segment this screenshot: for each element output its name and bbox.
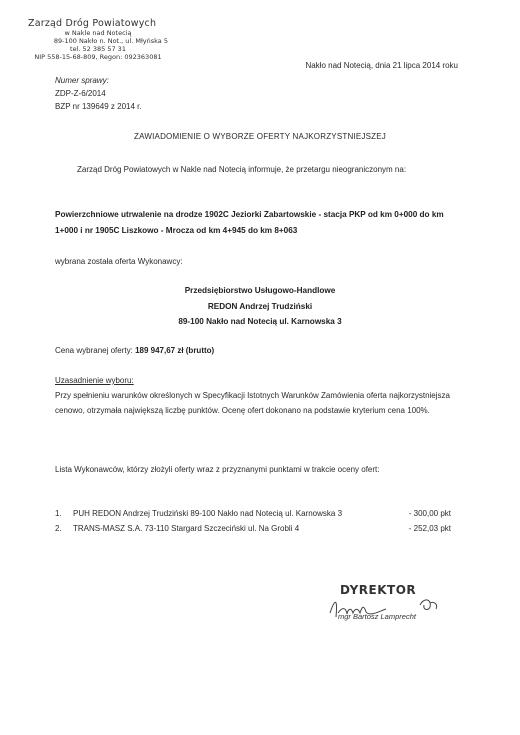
contractor-line-1: Przedsiębiorstwo Usługowo-Handlowe	[184, 286, 336, 295]
office-stamp	[28, 18, 168, 61]
offer-contractor: TRANS-MASZ S.A. 73-110 Stargard Szczeciński ul. Na Grobli 4	[73, 524, 300, 533]
stamp-line-2: w Nakle nad Notecią	[64, 29, 132, 37]
case-references	[55, 74, 142, 113]
list-item	[55, 524, 465, 539]
stamp-line-1: Zarząd Dróg Powiatowych	[28, 18, 157, 29]
intro-paragraph: Zarząd Dróg Powiatowych w Nakle nad Notecią informuje, że przetargu nieograniczonym na:	[77, 165, 407, 174]
chosen-offer-label: wybrana została oferta Wykonawcy:	[55, 257, 183, 266]
offer-points: - 300,00 pkt	[408, 509, 451, 518]
offer-contractor: PUH REDON Andrzej Trudziński 89-100 Nakło nad Notecią ul. Karnowska 3	[73, 509, 343, 518]
tender-subject: Powierzchniowe utrwalenie na drodze 1902C Jeziorki Zabartowskie - stacja PKP od km 0+000 do km 1+000 i nr 1905C Liszkowo - Mrocza od km 4+945 do km 8+063	[55, 210, 444, 235]
stamp-line-3: 89-100 Nakło n. Not., ul. Młyńska 5	[53, 37, 168, 45]
offer-price	[55, 346, 214, 355]
signature-title: DYREKTOR	[340, 583, 417, 597]
case-number: ZDP-Z-6/2014	[55, 89, 106, 98]
contractor-line-3: 89-100 Nakło nad Notecią ul. Karnowska 3	[178, 317, 342, 326]
offer-points: - 252,03 pkt	[408, 524, 451, 533]
justification-heading: Uzasadnienie wyboru:	[55, 376, 134, 385]
price-label: Cena wybranej oferty:	[55, 346, 133, 355]
offer-number: 2.	[55, 524, 62, 533]
selected-contractor	[0, 283, 520, 330]
director-signature	[320, 583, 460, 628]
document-date: Nakło nad Notecią, dnia 21 lipca 2014 roku	[305, 61, 458, 70]
offers-list-heading: Lista Wykonawców, którzy złożyli oferty wraz z przyznanymi punktami w trakcie oceny ofert:	[55, 465, 380, 474]
offers-list	[55, 509, 465, 539]
case-number-label: Numer sprawy:	[55, 76, 109, 85]
justification-text: Przy spełnieniu warunków określonych w Specyfikacji Istotnych Warunków Zamówienia oferta najkorzystniejsza cenowo, otrzymała największą liczbę punktów. Ocenę ofert dokonano na podstawie kryterium cena 100%.	[55, 391, 450, 415]
contractor-line-2: REDON Andrzej Trudziński	[207, 301, 313, 311]
list-item	[55, 509, 465, 524]
stamp-line-4: tel. 52 385 57 31	[70, 45, 126, 53]
signature-name: mgr Bartosz Lamprecht	[338, 612, 416, 621]
document-title: ZAWIADOMIENIE O WYBORZE OFERTY NAJKORZYSTNIEJSZEJ	[134, 132, 386, 141]
stamp-line-5: NIP 558-15-68-809, Regon: 092363081	[34, 53, 162, 61]
price-value: 189 947,67 zł (brutto)	[135, 346, 215, 355]
bzp-number: BZP nr 139649 z 2014 r.	[55, 102, 142, 111]
offer-number: 1.	[55, 509, 62, 518]
